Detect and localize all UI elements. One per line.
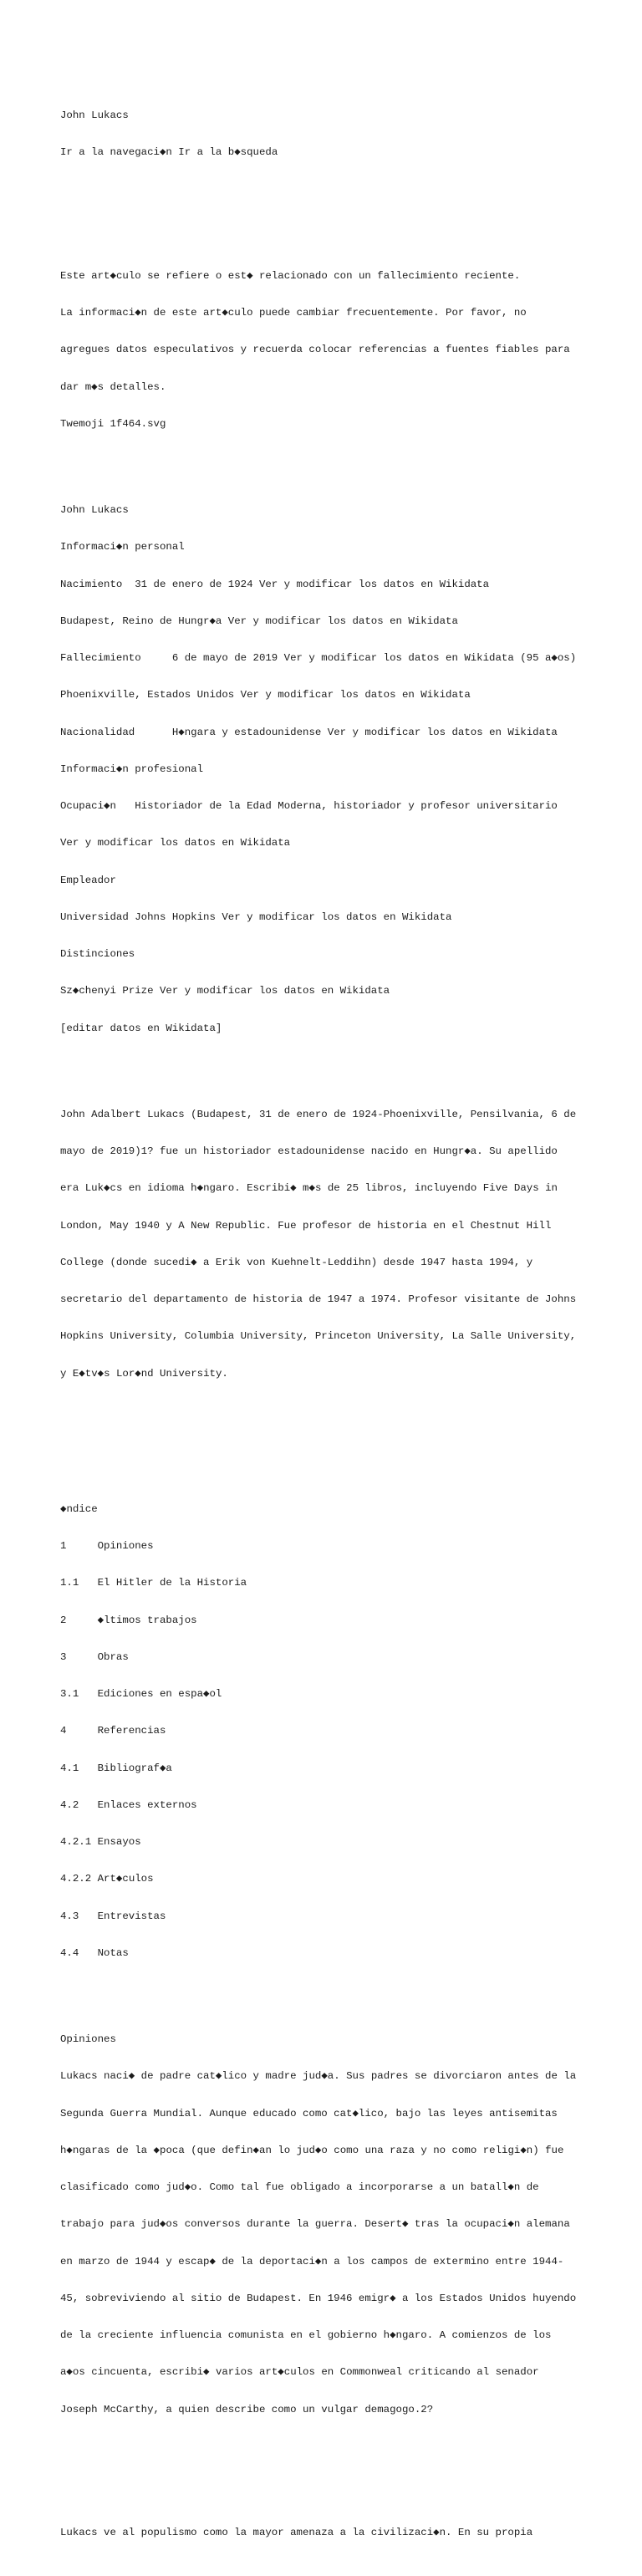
paragraph-line: secretario del departamento de historia de 1947 a 1974. Profesor visitante de Johns (60, 1293, 577, 1305)
table-of-contents (60, 1478, 595, 1984)
infobox (60, 480, 595, 1059)
section-heading: Opiniones (60, 2033, 116, 2045)
infobox-row: Phoenixville, Estados Unidos Ver y modificar los datos en Wikidata (60, 689, 471, 701)
toc-item: 3 Obras (60, 1650, 129, 1663)
notice-line: agregues datos especulativos y recuerda colocar referencias a fuentes fiables para (60, 344, 570, 356)
toc-item: 4.2.2 Art◆culos (60, 1873, 154, 1885)
infobox-row: Fallecimiento 6 de mayo de 2019 Ver y modificar los datos en Wikidata (95 a◆os) (60, 652, 577, 664)
intro-paragraph (60, 1084, 595, 1405)
toc-item: 4.2 Enlaces externos (60, 1798, 197, 1811)
skip-links: Ir a la navegaci◆n Ir a la b◆squeda (60, 146, 278, 159)
paragraph-line: Lukacs ve al populismo como la mayor amenaza a la civilizaci◆n. En su propia (60, 2527, 533, 2538)
toc-item: 2 ◆ltimos trabajos (60, 1614, 197, 1626)
recent-death-notice (60, 245, 595, 455)
infobox-row: Universidad Johns Hopkins Ver y modificar los datos en Wikidata (60, 911, 452, 923)
article-title: John Lukacs (60, 110, 129, 121)
paragraph-line: College (donde sucedi◆ a Erik von Kuehnelt-Leddihn) desde 1947 hasta 1994, y (60, 1256, 533, 1268)
spacer (60, 1429, 595, 1454)
infobox-heading: Informaci◆n profesional (60, 763, 204, 775)
toc-item: 4.4 Notas (60, 1946, 129, 1959)
document-page (60, 60, 595, 2576)
toc-item: 4 Referencias (60, 1725, 166, 1737)
paragraph-line: John Adalbert Lukacs (Budapest, 31 de enero de 1924-Phoenixville, Pensilvania, 6 de (60, 1108, 577, 1120)
toc-item: 4.3 Entrevistas (60, 1910, 166, 1922)
image-filename: Twemoji 1f464.svg (60, 417, 166, 430)
paragraph-line: 45, sobreviviendo al sitio de Budapest. En 1946 emigr◆ a los Estados Unidos huyendo (60, 2292, 577, 2304)
toc-item: 4.1 Bibliograf◆a (60, 1762, 172, 1774)
header-section (60, 85, 595, 184)
infobox-name: John Lukacs (60, 504, 129, 516)
spacer (60, 208, 595, 221)
paragraph-line: Segunda Guerra Mundial. Aunque educado como cat◆lico, bajo las leyes antisemitas (60, 2107, 558, 2119)
notice-line: dar m◆s detalles. (60, 380, 166, 393)
paragraph-line: y E◆tv◆s Lor◆nd University. (60, 1367, 228, 1380)
infobox-row: Nacionalidad H◆ngara y estadounidense Ver y modificar los datos en Wikidata (60, 726, 558, 738)
infobox-label: Empleador (60, 874, 116, 886)
toc-item: 1.1 El Hitler de la Historia (60, 1577, 247, 1589)
toc-item: 4.2.1 Ensayos (60, 1836, 141, 1848)
paragraph-line: de la creciente influencia comunista en el gobierno h◆ngaro. A comienzos de los (60, 2329, 552, 2341)
toc-item: 3.1 Ediciones en espa◆ol (60, 1688, 222, 1700)
paragraph-line: trabajo para jud◆os conversos durante la guerra. Desert◆ tras la ocupaci◆n alemana (60, 2218, 570, 2231)
paragraph-line: h◆ngaras de la ◆poca (que defin◆an lo jud◆o como una raza y no como religi◆n) fue (60, 2144, 564, 2156)
paragraph-line: en marzo de 1944 y escap◆ de la deportaci◆n a los campos de extermino entre 1944- (60, 2255, 564, 2267)
infobox-row: Budapest, Reino de Hungr◆a Ver y modificar los datos en Wikidata (60, 615, 458, 627)
toc-heading: ◆ndice (60, 1502, 98, 1515)
paragraph-line: a◆os cincuenta, escribi◆ varios art◆culos en Commonweal criticando al senador (60, 2366, 539, 2379)
paragraph-line: Hopkins University, Columbia University, Princeton University, La Salle University, (60, 1330, 577, 1343)
infobox-label: Distinciones (60, 948, 135, 960)
paragraph-line: Lukacs naci◆ de padre cat◆lico y madre jud◆a. Sus padres se divorciaron antes de la (60, 2070, 577, 2083)
infobox-row: Nacimiento 31 de enero de 1924 Ver y modificar los datos en Wikidata (60, 578, 490, 590)
paragraph-line: London, May 1940 y A New Republic. Fue profesor de historia en el Chestnut Hill (60, 1219, 552, 1232)
infobox-row: Sz◆chenyi Prize Ver y modificar los datos en Wikidata (60, 985, 390, 997)
toc-item: 1 Opiniones (60, 1540, 154, 1552)
spacer (60, 2465, 595, 2477)
notice-line: La informaci◆n de este art◆culo puede cambiar frecuentemente. Por favor, no (60, 307, 527, 319)
infobox-row: Ver y modificar los datos en Wikidata (60, 837, 291, 849)
paragraph-line: Joseph McCarthy, a quien describe como un vulgar demagogo.2? (60, 2403, 434, 2415)
infobox-row: Ocupaci◆n Historiador de la Edad Moderna, historiador y profesor universitario (60, 800, 558, 812)
opiniones-section (60, 2009, 595, 2441)
notice-line: Este art◆culo se refiere o est◆ relacionado con un fallecimiento reciente. (60, 269, 521, 282)
paragraph-line: mayo de 2019)1? fue un historiador estadounidense nacido en Hungr◆a. Su apellido (60, 1145, 558, 1157)
edit-wikidata-link: [editar datos en Wikidata] (60, 1022, 222, 1034)
infobox-heading: Informaci◆n personal (60, 541, 185, 553)
paragraph-line: era Luk◆cs en idioma h◆ngaro. Escribi◆ m◆s de 25 libros, incluyendo Five Days in (60, 1182, 558, 1195)
paragraph-line: clasificado como jud◆o. Como tal fue obligado a incorporarse a un batall◆n de (60, 2181, 539, 2193)
populism-paragraph (60, 2502, 595, 2564)
